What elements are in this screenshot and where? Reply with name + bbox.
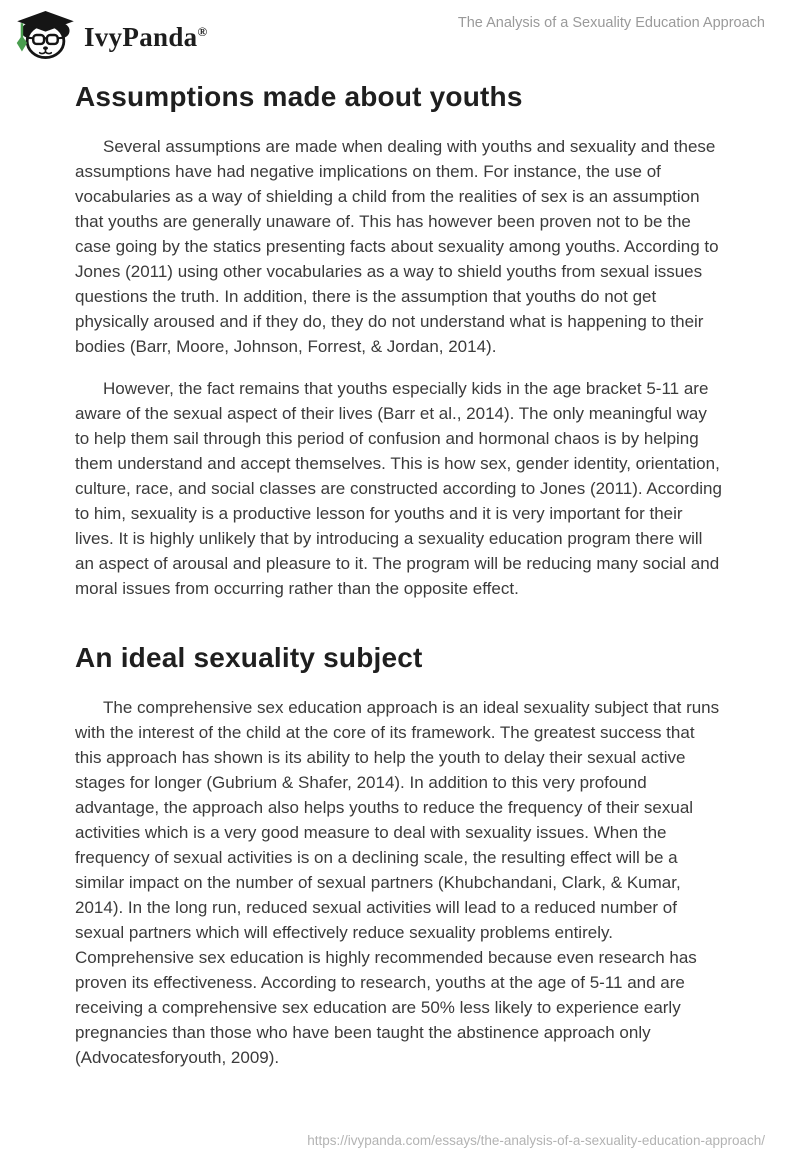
document-body [0,60,800,1070]
page-header [0,0,800,60]
paragraph: Several assumptions are made when dealing with youths and sexuality and these assumptions have had negative implications on them. For instance, the use of vocabularies as a way of shielding a child from the realities of sex is an assumption that youths are generally unaware of. This has however been proven not to be the case going by the statics presenting facts about sexuality among youths. According to Jones (2011) using other vocabularies as a way to shield youths from sexual issues questions the truth. In addition, there is the assumption that youths do not get physically aroused and if they do, they do not understand what is happening to their bodies (Barr, Moore, Johnson, Forrest, & Jordan, 2014). [75,137,719,356]
panda-graduate-icon [14,10,77,59]
registered-mark: ® [197,24,208,39]
document-title: The Analysis of a Sexuality Education Approach [457,15,765,31]
ivypanda-logo [14,7,207,62]
paragraph: The comprehensive sex education approach is an ideal sexuality subject that runs with the interest of the child at the core of its framework. The greatest success that this approach has shown is its ability to help the youth to delay their sexual active stages for longer (Gubrium & Shafer, 2014). In addition to this very profound advantage, the approach also helps youths to reduce the frequency of their sexual activities which is a very good measure to deal with sexuality issues. When the frequency of sexual activities is on a declining scale, the resulting effect will be a similar impact on the number of sexual partners (Khubchandani, Clark, & Kumar, 2014). In the long run, reduced sexual activities will lead to a reduced number of sexual partners which will effectively reduce sexuality problems entirely. Comprehensive sex education is highly recommended because even research has proven its effectiveness. According to research, youths at the age of 5-11 and are receiving a comprehensive sex education are 50% less likely to experience early pregnancies than those who have been taught the abstinence approach only (Advocatesforyouth, 2009). [75,698,720,1067]
brand-name-text: IvyPanda [84,22,198,52]
paragraph: However, the fact remains that youths especially kids in the age bracket 5-11 are aware of the sexual aspect of their lives (Barr et al., 2014). The only meaningful way to help them sail through this period of confusion and hormonal chaos is by helping them understand and accept themselves. This is how sex, gender identity, orientation, culture, race, and social classes are constructed according to Jones (2011). According to him, sexuality is a productive lesson for youths and it is very important for their lives. It is highly unlikely that by introducing a sexuality education program there will an aspect of arousal and pleasure to it. The program will be reducing many social and moral issues from occurring rather than the opposite effect. [75,379,722,598]
section-heading-assumptions: Assumptions made about youths [75,81,523,112]
brand-name [84,7,207,62]
section-heading-ideal-subject: An ideal sexuality subject [75,642,423,673]
source-url[interactable]: https://ivypanda.com/essays/the-analysis-of-a-sexuality-education-approach/ [307,1133,765,1148]
